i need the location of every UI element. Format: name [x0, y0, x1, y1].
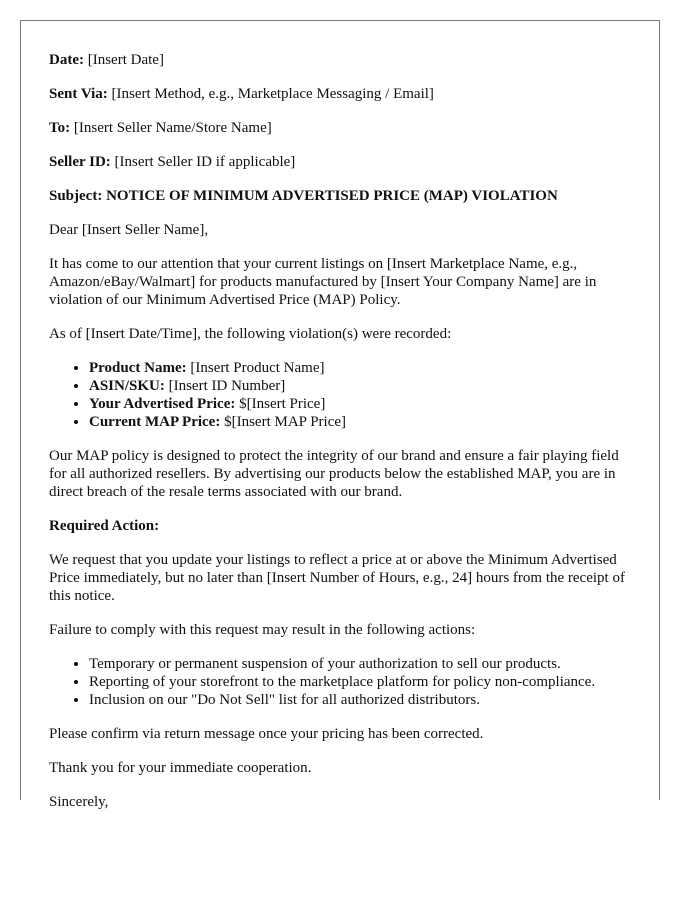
violation-value: $[Insert Price]	[235, 396, 326, 412]
subject-line	[49, 187, 639, 205]
sent-via-value: [Insert Method, e.g., Marketplace Messaging / Email]	[107, 86, 434, 102]
to-line	[49, 119, 639, 137]
to-value: [Insert Seller Name/Store Name]	[70, 120, 272, 136]
letter-content	[49, 51, 639, 827]
date-line	[49, 51, 639, 69]
violation-label: ASIN/SKU:	[89, 378, 165, 394]
letter-page	[20, 20, 660, 810]
date-label: Date:	[49, 52, 84, 68]
seller-id-value: [Insert Seller ID if applicable]	[110, 154, 296, 170]
required-action-label: Required Action:	[49, 518, 160, 534]
list-item: • Temporary or permanent suspension of your authorization to sell our products.	[89, 655, 639, 673]
confirm-paragraph: Please confirm via return message once your pricing has been corrected.	[49, 726, 484, 742]
thanks-paragraph: Thank you for your immediate cooperation.	[49, 760, 312, 776]
violation-label: Current MAP Price:	[89, 414, 221, 430]
seller-id-line	[49, 153, 639, 171]
to-label: To:	[49, 120, 71, 136]
list-item	[89, 413, 639, 431]
violation-label: Your Advertised Price:	[89, 396, 236, 412]
sent-via-label: Sent Via:	[49, 86, 108, 102]
subject-label: Subject:	[49, 188, 103, 204]
closing: Sincerely,	[49, 794, 109, 810]
date-value: [Insert Date]	[83, 52, 164, 68]
consequences-list	[49, 655, 639, 709]
policy-paragraph: Our MAP policy is designed to protect the integrity of our brand and ensure a fair playing field for all authorized resellers. By advertising our products below the established MAP, you are in direct breach of the resale terms associated with our brand.	[49, 448, 619, 500]
intro-paragraph: It has come to our attention that your current listings on [Insert Marketplace Name, e.g., Amazon/eBay/Walmart] for products manufactured by [Insert Your Company Name] are in violation of our Minimum Advertised Price (MAP) Policy.	[49, 256, 597, 308]
subject-value: NOTICE OF MINIMUM ADVERTISED PRICE (MAP) VIOLATION	[102, 188, 558, 204]
greeting: Dear [Insert Seller Name],	[49, 222, 209, 238]
violation-value: [Insert Product Name]	[186, 360, 325, 376]
list-item	[89, 377, 639, 395]
list-item: • Reporting of your storefront to the marketplace platform for policy non-compliance.	[89, 673, 639, 691]
sent-via-line	[49, 85, 639, 103]
violations-list	[49, 359, 639, 431]
violation-value: $[Insert MAP Price]	[220, 414, 347, 430]
seller-id-label: Seller ID:	[49, 154, 111, 170]
violations-intro: As of [Insert Date/Time], the following violation(s) were recorded:	[49, 326, 452, 342]
list-item	[89, 359, 639, 377]
list-item	[89, 395, 639, 413]
list-item: • Inclusion on our "Do Not Sell" list for all authorized distributors.	[89, 691, 639, 709]
failure-intro: Failure to comply with this request may result in the following actions:	[49, 622, 476, 638]
violation-label: Product Name:	[89, 360, 187, 376]
request-paragraph: We request that you update your listings to reflect a price at or above the Minimum Advertised Price immediately, but no later than [Insert Number of Hours, e.g., 24] hours from the receipt of this notice.	[49, 552, 625, 604]
violation-value: [Insert ID Number]	[164, 378, 286, 394]
required-action-heading	[49, 517, 639, 535]
